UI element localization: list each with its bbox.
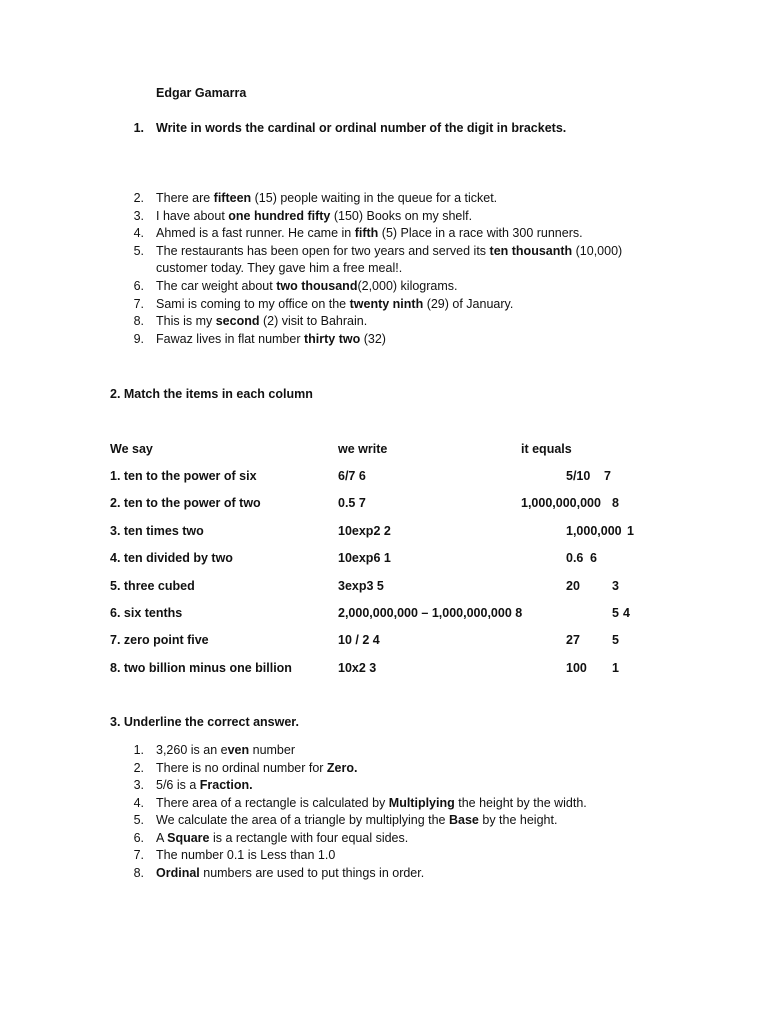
bold-answer: Zero. [326, 760, 358, 775]
match-answer-number: 1 [612, 660, 619, 675]
we-say-cell: 2. ten to the power of two [110, 496, 261, 511]
section1-title: Write in words the cardinal or ordinal number of the digit in brackets. [156, 121, 567, 135]
we-write-cell: 10 / 2 4 [338, 633, 380, 648]
item-text: (2,000) kilograms. [357, 279, 458, 293]
section1-number: 2. [133, 191, 144, 205]
section3-number: 4. [133, 795, 144, 810]
it-equals-cell: 100 [566, 660, 587, 675]
it-equals-cell: 0.6 [566, 551, 584, 566]
match-answer-number: 1 [627, 523, 634, 538]
section3-item [156, 796, 587, 810]
section1-number: 7. [133, 296, 144, 311]
item-text: (29) of January. [423, 296, 514, 311]
section1-number: 8. [133, 314, 144, 329]
bold-answer: ven [227, 743, 250, 757]
section3-number: 5. [133, 813, 144, 827]
section1-item [156, 209, 472, 223]
section3-item [156, 778, 253, 792]
section1-number: 5. [133, 243, 144, 258]
section1-number: 4. [133, 226, 144, 241]
section3-title: 3. Underline the correct answer. [110, 715, 299, 729]
section3-item [156, 848, 335, 862]
section3-number: 7. [133, 848, 144, 862]
it-equals-cell: 1,000,000,000 [521, 496, 601, 511]
section3-number: 2. [133, 760, 144, 775]
we-write-cell: 3exp3 5 [338, 578, 384, 593]
section3-item [156, 866, 424, 880]
item-text: number [249, 743, 295, 757]
item-text: Fawaz lives in flat number [156, 331, 304, 346]
match-answer-number: 4 [623, 606, 630, 620]
item-text: (10,000) [572, 243, 623, 258]
item-text: is a rectangle with four equal sides. [209, 830, 409, 845]
item-text: (32) [360, 331, 386, 346]
section3-number: 8. [133, 865, 144, 880]
section1-number: 6. [133, 279, 144, 293]
we-write-cell: 6/7 6 [338, 469, 366, 483]
match-answer-number: 7 [604, 469, 611, 483]
section3-number: 3. [133, 778, 144, 792]
section3-number: 6. [133, 830, 144, 845]
item-text: I have about [156, 208, 229, 223]
section1-item [156, 314, 367, 328]
it-equals-cell: 27 [566, 633, 580, 648]
bold-answer: Fraction. [199, 778, 253, 792]
item-text: The number 0.1 is Less than 1.0 [156, 848, 336, 862]
item-text: (5) Place in a race with 300 runners. [378, 226, 583, 241]
item-text: 3,260 is an e [156, 743, 228, 757]
header-it-equals: it equals [521, 442, 572, 456]
it-equals-cell: 1,000,000 [566, 523, 622, 538]
section3-item [156, 831, 408, 845]
we-write-cell: 2,000,000,000 – 1,000,000,000 8 [338, 606, 523, 620]
section3-item [156, 761, 357, 775]
item-text: numbers are used to put things in order. [199, 865, 425, 880]
it-equals-cell: 20 [566, 578, 580, 593]
we-write-cell: 10exp6 1 [338, 551, 391, 566]
bold-answer: second [215, 314, 260, 329]
section1-item [156, 297, 513, 311]
item-text: A [156, 830, 168, 845]
we-say-cell: 7. zero point five [110, 633, 209, 648]
bold-answer: Multiplying [388, 795, 455, 810]
section2-title: 2. Match the items in each column [110, 387, 313, 401]
item-text: The car weight about [156, 279, 277, 293]
we-write-cell: 10x2 3 [338, 660, 377, 675]
we-write-cell: 0.5 7 [338, 496, 366, 511]
section1-item [156, 191, 497, 205]
bold-answer: twenty ninth [349, 296, 424, 311]
it-equals-cell: 5/10 [566, 469, 591, 483]
we-say-cell: 3. ten times two [110, 523, 204, 538]
match-answer-number: 3 [612, 578, 619, 593]
item-text: customer today. They gave him a free meal!. [156, 261, 403, 276]
header-we-say: We say [110, 442, 153, 456]
item-text: There area of a rectangle is calculated by [156, 795, 389, 810]
item-text: (2) visit to Bahrain. [259, 314, 368, 329]
match-answer-number: 6 [590, 551, 597, 566]
item-text: (15) people waiting in the queue for a ticket. [251, 191, 498, 205]
item-text: Sami is coming to my office on the [156, 296, 350, 311]
bold-answer: two thousand [276, 279, 358, 293]
section1-item [156, 261, 402, 275]
section1-number: 9. [133, 331, 144, 346]
bold-answer: fifteen [213, 191, 252, 205]
section3-number: 1. [133, 743, 144, 757]
item-text: This is my [156, 314, 216, 329]
item-text: There are [156, 191, 214, 205]
we-write-cell: 10exp2 2 [338, 523, 391, 538]
bold-answer: one hundred fifty [228, 208, 331, 223]
match-answer-number: 5 [612, 633, 619, 648]
item-text: the height by the width. [454, 795, 587, 810]
item-text: There is no ordinal number for [156, 760, 327, 775]
item-text: 5/6 is a [156, 778, 200, 792]
section1-number: 3. [133, 208, 144, 223]
bold-answer: Base [449, 813, 479, 827]
we-say-cell: 6. six tenths [110, 606, 183, 620]
section3-item [156, 813, 557, 827]
bold-answer: Square [167, 830, 210, 845]
section1-item [156, 244, 622, 258]
section1-item [156, 226, 583, 240]
author-name: Edgar Gamarra [156, 86, 247, 100]
bold-answer: Ordinal [156, 865, 200, 880]
match-answer-number: 8 [612, 496, 619, 511]
we-say-cell: 1. ten to the power of six [110, 469, 257, 483]
it-equals-cell: 5 [612, 606, 619, 620]
bold-answer: thirty two [303, 331, 361, 346]
bold-answer: fifth [354, 226, 379, 241]
section1-item [156, 332, 386, 346]
item-text: Ahmed is a fast runner. He came in [156, 226, 355, 241]
we-say-cell: 5. three cubed [110, 578, 195, 593]
we-say-cell: 4. ten divided by two [110, 551, 233, 566]
bold-answer: ten thousanth [489, 243, 573, 258]
item-text: by the height. [478, 813, 558, 827]
item-text: The restaurants has been open for two years and served its [156, 243, 490, 258]
section3-item [156, 743, 295, 757]
item-text: (150) Books on my shelf. [330, 208, 473, 223]
we-say-cell: 8. two billion minus one billion [110, 660, 292, 675]
item-text: We calculate the area of a triangle by multiplying the [156, 813, 449, 827]
section1-number: 1. [133, 121, 144, 135]
header-we-write: we write [338, 442, 388, 456]
section1-item [156, 279, 458, 293]
